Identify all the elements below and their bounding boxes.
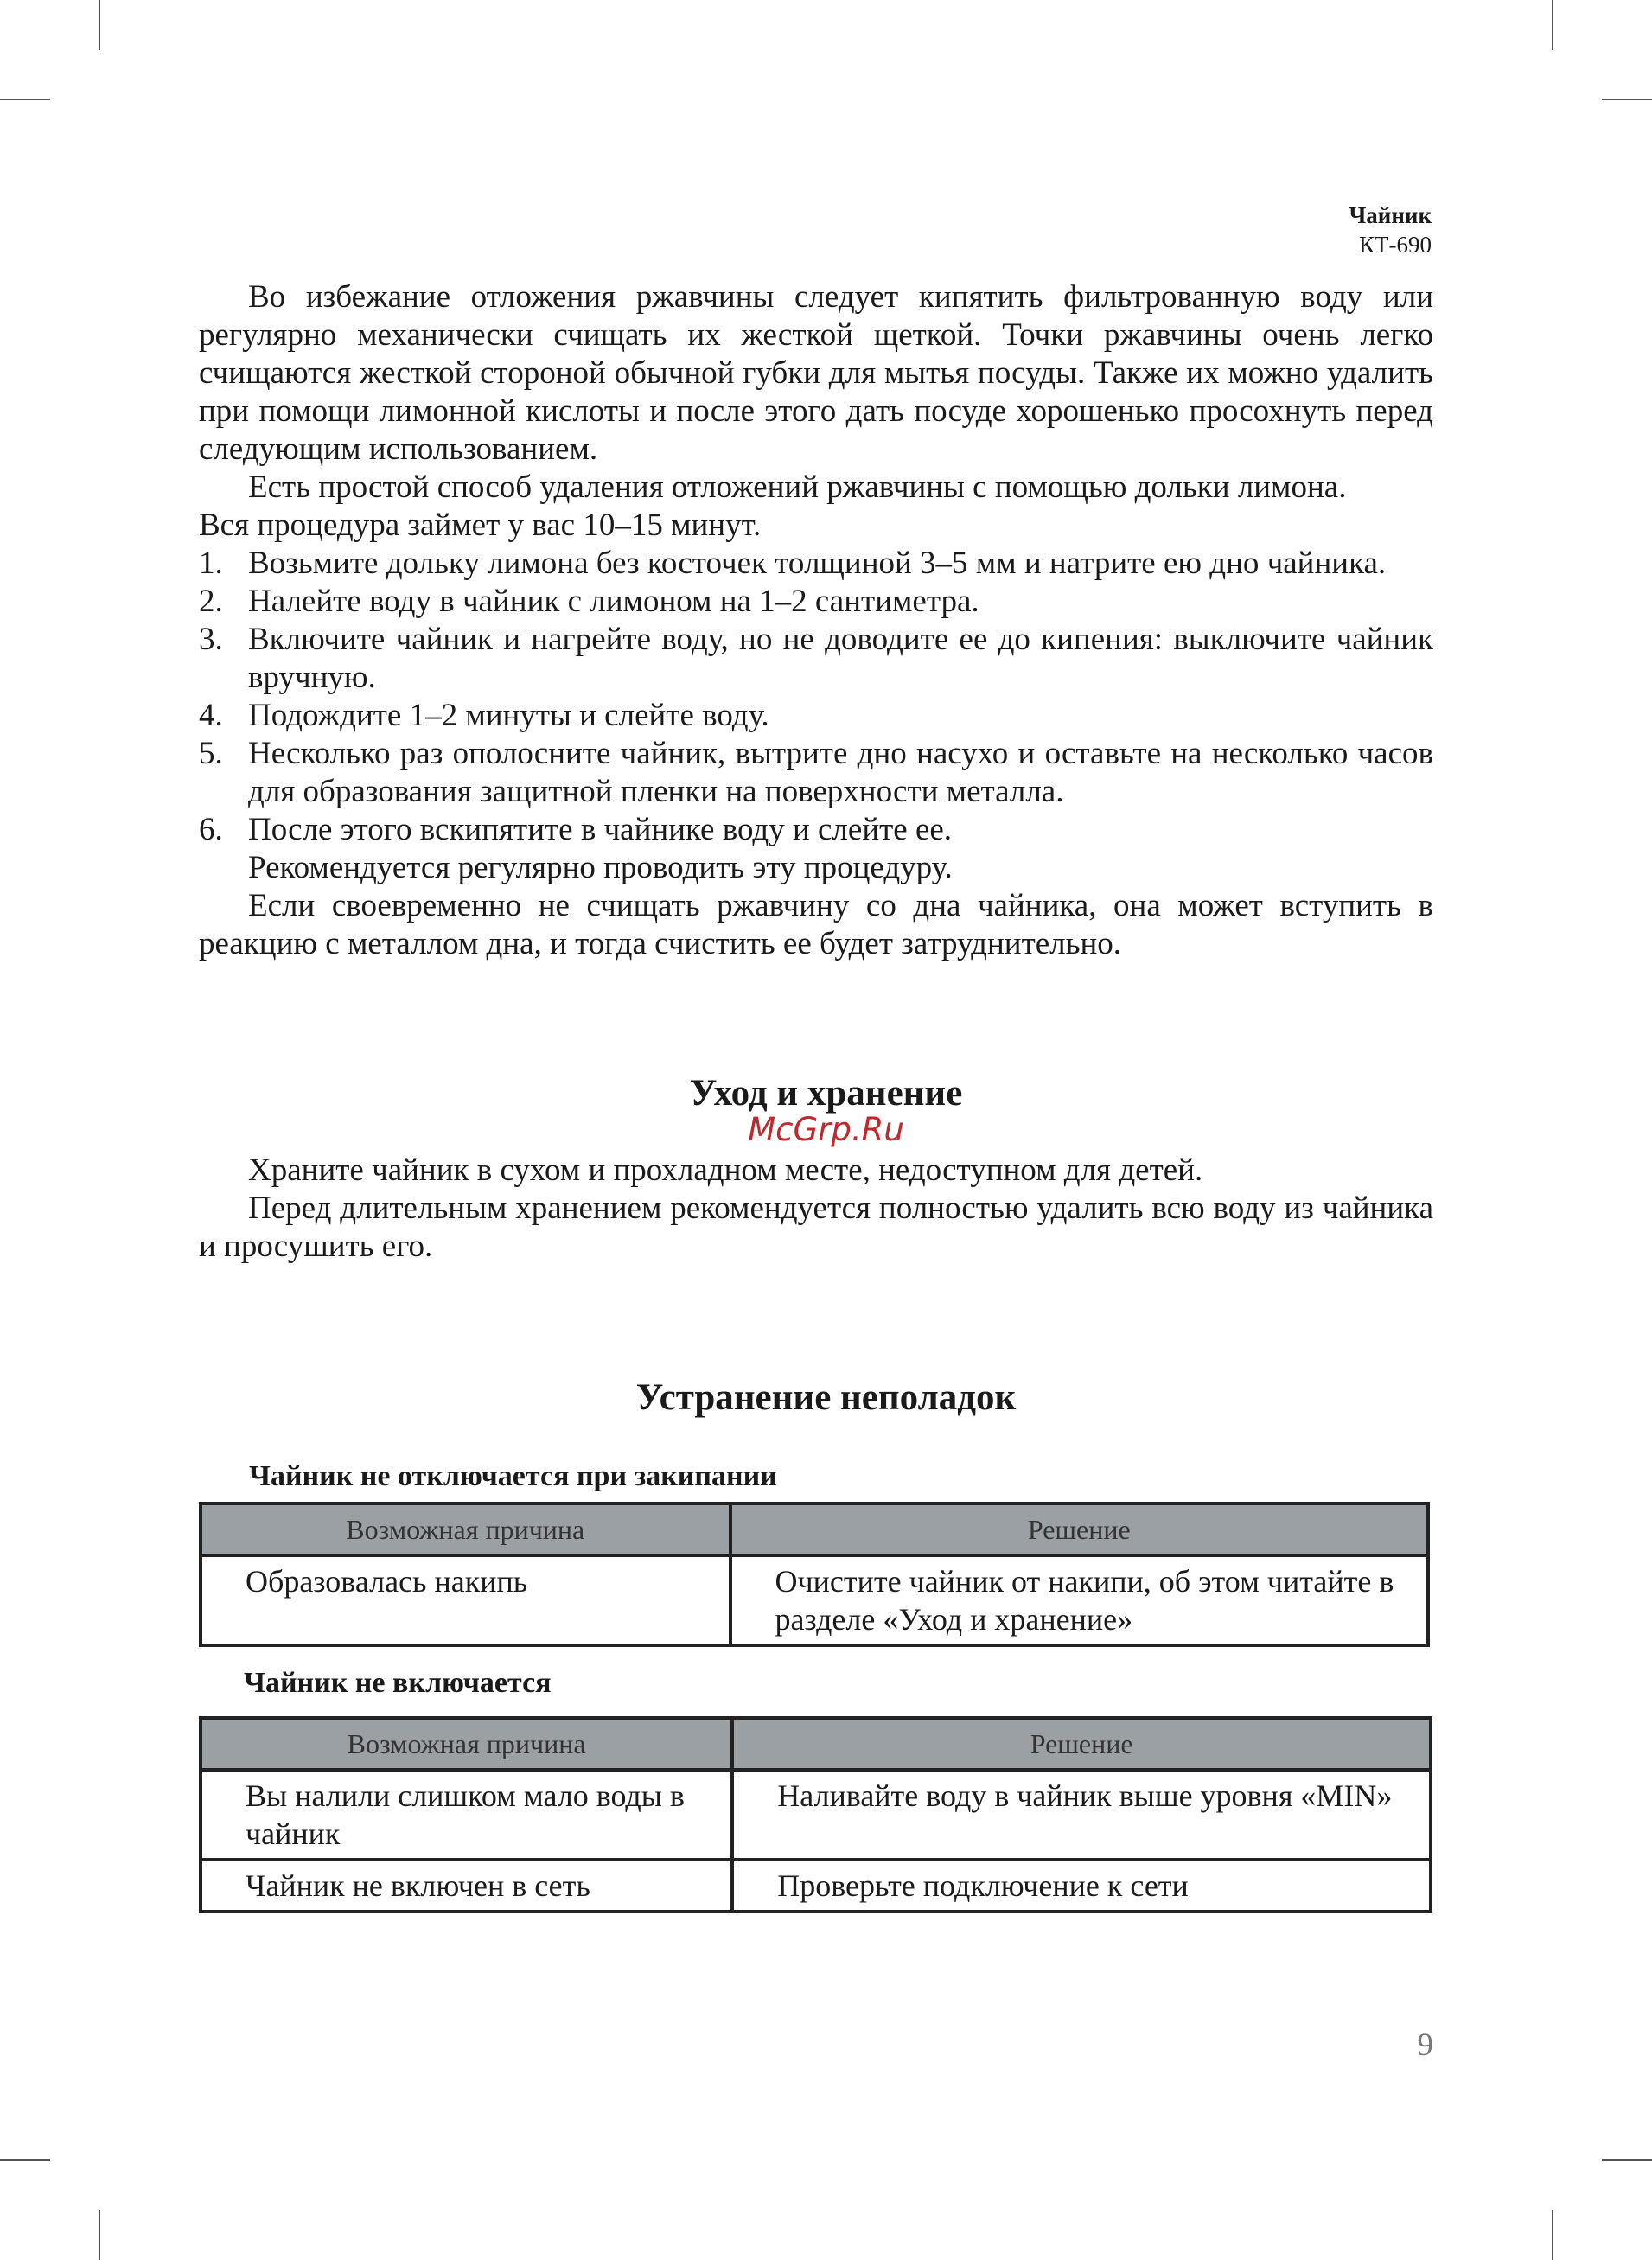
cause-cell: Вы налили слишком мало воды в чайник [201, 1770, 732, 1860]
table-header-row [201, 1503, 1428, 1555]
crop-mark [0, 99, 50, 100]
page-number: 9 [1417, 2027, 1433, 2063]
body-text [199, 278, 1433, 963]
crop-mark [1552, 0, 1553, 50]
crop-mark [1602, 99, 1652, 100]
steps-list [199, 545, 1433, 849]
list-item: 1. Возьмите дольку лимона без косточек толщиной 3–5 мм и натрите ею дно чайника. [199, 546, 1387, 581]
table-row [201, 1555, 1428, 1645]
table-row [201, 1860, 1431, 1912]
crop-mark [1602, 2159, 1652, 2161]
intro-paragraph: Вся процедура займет у вас 10–15 минут. [199, 508, 762, 543]
care-paragraph: Храните чайник в сухом и прохладном месте, недоступном для детей. [248, 1152, 1203, 1188]
intro-paragraph: Во избежание отложения ржавчины следует кипятить фильтрованную воду или регулярно механически счищать их жесткой щеткой. Точки ржавчины очень легко счищаются жесткой стороной обычной губки для мытья посуды. Также их можно удалить при помощи лимонной кислоты и после этого дать посуде хорошенько просохнуть перед следующим использованием. [199, 279, 1433, 467]
table1-title: Чайник не отключается при закипании [249, 1460, 777, 1492]
list-item: 2. Налейте воду в чайник с лимоном на 1–2 сантиметра. [199, 584, 979, 619]
column-header-solution: Решение [732, 1718, 1431, 1770]
solution-cell: Проверьте подключение к сети [732, 1860, 1431, 1912]
cause-cell: Образовалась накипь [201, 1555, 730, 1645]
watermark: McGrp.Ru [748, 1111, 904, 1148]
crop-mark [99, 0, 100, 50]
solution-cell: Очистите чайник от накипи, об этом читайте в разделе «Уход и хранение» [730, 1555, 1428, 1645]
after-steps-paragraph: Если своевременно не счищать ржавчину со дна чайника, она может вступить в реакцию с металлом дна, и тогда счистить ее будет затруднительно. [199, 888, 1433, 961]
care-section-title: Уход и хранение [689, 1073, 963, 1114]
table2-title: Чайник не включается [244, 1667, 552, 1699]
column-header-cause: Возможная причина [201, 1718, 732, 1770]
header-title: Чайник [1349, 202, 1432, 228]
care-paragraph: Перед длительным хранением рекомендуется полностью удалить всю воду из чайника и просушить его. [199, 1191, 1433, 1264]
header-model: КТ-690 [1359, 232, 1432, 258]
list-item: 6. После этого вскипятите в чайнике воду и слейте ее. [199, 812, 953, 847]
table-row [201, 1770, 1431, 1860]
crop-mark [99, 2210, 100, 2260]
list-item: 4. Подождите 1–2 минуты и слейте воду. [199, 698, 769, 733]
after-steps-paragraph: Рекомендуется регулярно проводить эту процедуру. [248, 850, 953, 885]
list-item: 3. Включите чайник и нагрейте воду, но не доводите ее до кипения: выключите чайник вручную. [199, 622, 1433, 695]
troubleshooting-table-2 [199, 1716, 1432, 1913]
troubleshooting-table-1 [199, 1502, 1430, 1647]
crop-mark [1552, 2210, 1553, 2260]
list-item: 5. Несколько раз ополосните чайник, вытрите дно насухо и оставьте на несколько часов для образования защитной пленки на поверхности металла. [199, 736, 1433, 809]
cause-cell: Чайник не включен в сеть [201, 1860, 732, 1912]
column-header-cause: Возможная причина [201, 1503, 730, 1555]
troubleshooting-section-title: Устранение неполадок [635, 1377, 1017, 1418]
column-header-solution: Решение [730, 1503, 1428, 1555]
table-header-row [201, 1718, 1431, 1770]
crop-mark [0, 2159, 50, 2161]
care-text [199, 1152, 1433, 1266]
intro-paragraph: Есть простой способ удаления отложений ржавчины с помощью дольки лимона. [248, 469, 1347, 505]
running-header [1349, 201, 1432, 259]
solution-cell: Наливайте воду в чайник выше уровня «MIN» [732, 1770, 1431, 1860]
